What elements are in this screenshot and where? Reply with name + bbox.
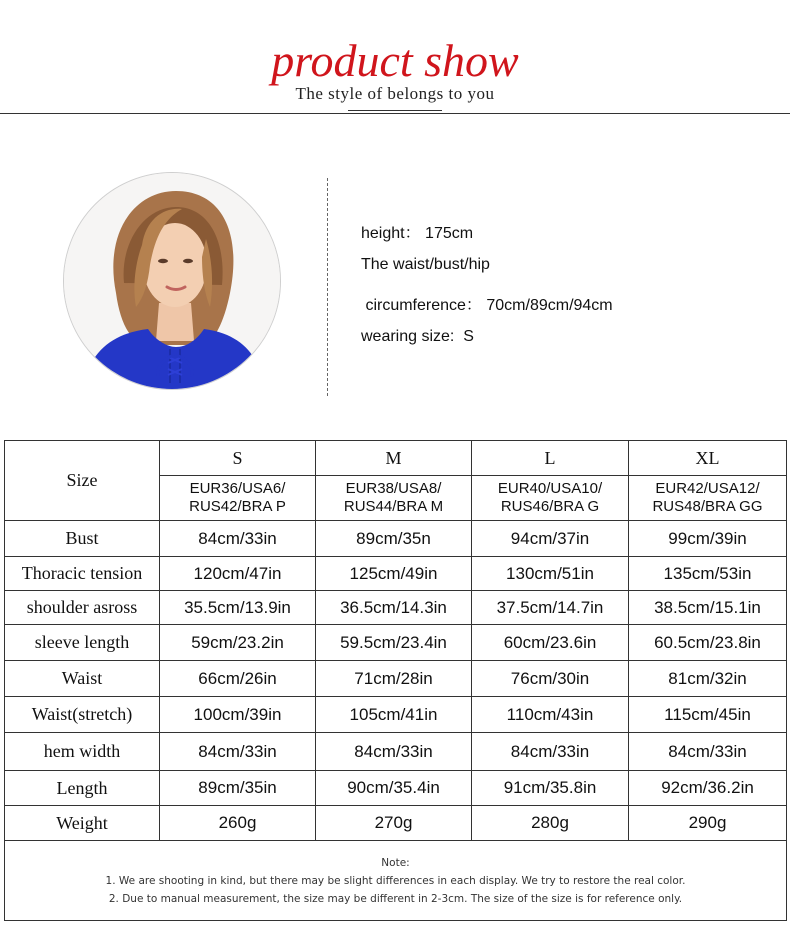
table-row bbox=[5, 697, 787, 733]
table-cell: 89cm/35in bbox=[160, 771, 316, 806]
model-photo bbox=[63, 172, 281, 390]
table-cell: 92cm/36.2in bbox=[629, 771, 787, 806]
table-cell: 36.5cm/14.3in bbox=[316, 591, 472, 625]
table-cell: 100cm/39in bbox=[160, 697, 316, 733]
table-cell: 99cm/39in bbox=[629, 521, 787, 557]
table-row bbox=[5, 521, 787, 557]
row-label: Thoracic tension bbox=[5, 557, 160, 591]
size-conversion-cell: EUR42/USA12/ RUS48/BRA GG bbox=[629, 476, 787, 521]
notes-line-2: 2. Due to manual measurement, the size may be different in 2-3cm. The size of the size is for reference only. bbox=[108, 892, 683, 905]
table-cell: 130cm/51in bbox=[472, 557, 629, 591]
model-illustration bbox=[64, 173, 280, 389]
size-conversion-cell: EUR36/USA6/ RUS42/BRA P bbox=[160, 476, 316, 521]
page-title: product show bbox=[271, 35, 519, 86]
table-cell: 84cm/33in bbox=[160, 733, 316, 771]
row-label: Length bbox=[5, 771, 160, 806]
table-row bbox=[5, 557, 787, 591]
row-label: Weight bbox=[5, 806, 160, 841]
model-circumference: circumference： 70cm/89cm/94cm bbox=[361, 297, 613, 314]
table-cell: 110cm/43in bbox=[472, 697, 629, 733]
table-cell: 59cm/23.2in bbox=[160, 625, 316, 661]
table-cell: 89cm/35n bbox=[316, 521, 472, 557]
table-cell: 84cm/33in bbox=[316, 733, 472, 771]
size-label: Size bbox=[5, 441, 160, 521]
size-col-s: S bbox=[160, 441, 316, 476]
model-measure-label: The waist/bust/hip bbox=[361, 256, 490, 273]
table-row bbox=[5, 771, 787, 806]
table-cell: 115cm/45in bbox=[629, 697, 787, 733]
size-header-row bbox=[5, 441, 787, 476]
table-row bbox=[5, 591, 787, 625]
section-divider bbox=[327, 178, 328, 396]
table-cell: 60cm/23.6in bbox=[472, 625, 629, 661]
table-cell: 66cm/26in bbox=[160, 661, 316, 697]
table-cell: 35.5cm/13.9in bbox=[160, 591, 316, 625]
model-height: height： 175cm bbox=[361, 225, 474, 242]
size-conversion-cell: EUR40/USA10/ RUS46/BRA G bbox=[472, 476, 629, 521]
table-row bbox=[5, 733, 787, 771]
row-label: Waist bbox=[5, 661, 160, 697]
notes-row bbox=[5, 841, 787, 921]
table-row bbox=[5, 661, 787, 697]
table-cell: 125cm/49in bbox=[316, 557, 472, 591]
table-cell: 81cm/32in bbox=[629, 661, 787, 697]
size-col-m: M bbox=[316, 441, 472, 476]
page-subtitle: The style of belongs to you bbox=[295, 84, 495, 103]
row-label: Waist(stretch) bbox=[5, 697, 160, 733]
table-cell: 84cm/33in bbox=[629, 733, 787, 771]
table-cell: 84cm/33in bbox=[160, 521, 316, 557]
table-cell: 270g bbox=[316, 806, 472, 841]
row-label: hem width bbox=[5, 733, 160, 771]
row-label: sleeve length bbox=[5, 625, 160, 661]
size-col-l: L bbox=[472, 441, 629, 476]
table-cell: 37.5cm/14.7in bbox=[472, 591, 629, 625]
table-cell: 94cm/37in bbox=[472, 521, 629, 557]
table-cell: 91cm/35.8in bbox=[472, 771, 629, 806]
notes-line-1: 1. We are shooting in kind, but there may be slight differences in each display. We try to restore the real color. bbox=[105, 874, 686, 887]
model-info-section bbox=[0, 160, 790, 410]
header-divider-accent bbox=[348, 110, 442, 114]
size-conversion-cell: EUR38/USA8/ RUS44/BRA M bbox=[316, 476, 472, 521]
table-cell: 38.5cm/15.1in bbox=[629, 591, 787, 625]
size-col-xl: XL bbox=[629, 441, 787, 476]
row-label: Bust bbox=[5, 521, 160, 557]
model-wearing-size: wearing size: S bbox=[361, 328, 474, 345]
table-cell: 120cm/47in bbox=[160, 557, 316, 591]
table-cell: 71cm/28in bbox=[316, 661, 472, 697]
page-header bbox=[0, 0, 790, 120]
table-cell: 280g bbox=[472, 806, 629, 841]
table-cell: 135cm/53in bbox=[629, 557, 787, 591]
table-cell: 84cm/33in bbox=[472, 733, 629, 771]
table-cell: 290g bbox=[629, 806, 787, 841]
notes-title: Note: bbox=[381, 856, 410, 869]
table-cell: 105cm/41in bbox=[316, 697, 472, 733]
table-cell: 60.5cm/23.8in bbox=[629, 625, 787, 661]
table-row bbox=[5, 806, 787, 841]
row-label: shoulder asross bbox=[5, 591, 160, 625]
table-row bbox=[5, 625, 787, 661]
table-cell: 90cm/35.4in bbox=[316, 771, 472, 806]
notes-cell bbox=[5, 841, 787, 921]
table-cell: 260g bbox=[160, 806, 316, 841]
size-chart-table bbox=[4, 440, 787, 921]
table-cell: 59.5cm/23.4in bbox=[316, 625, 472, 661]
table-cell: 76cm/30in bbox=[472, 661, 629, 697]
